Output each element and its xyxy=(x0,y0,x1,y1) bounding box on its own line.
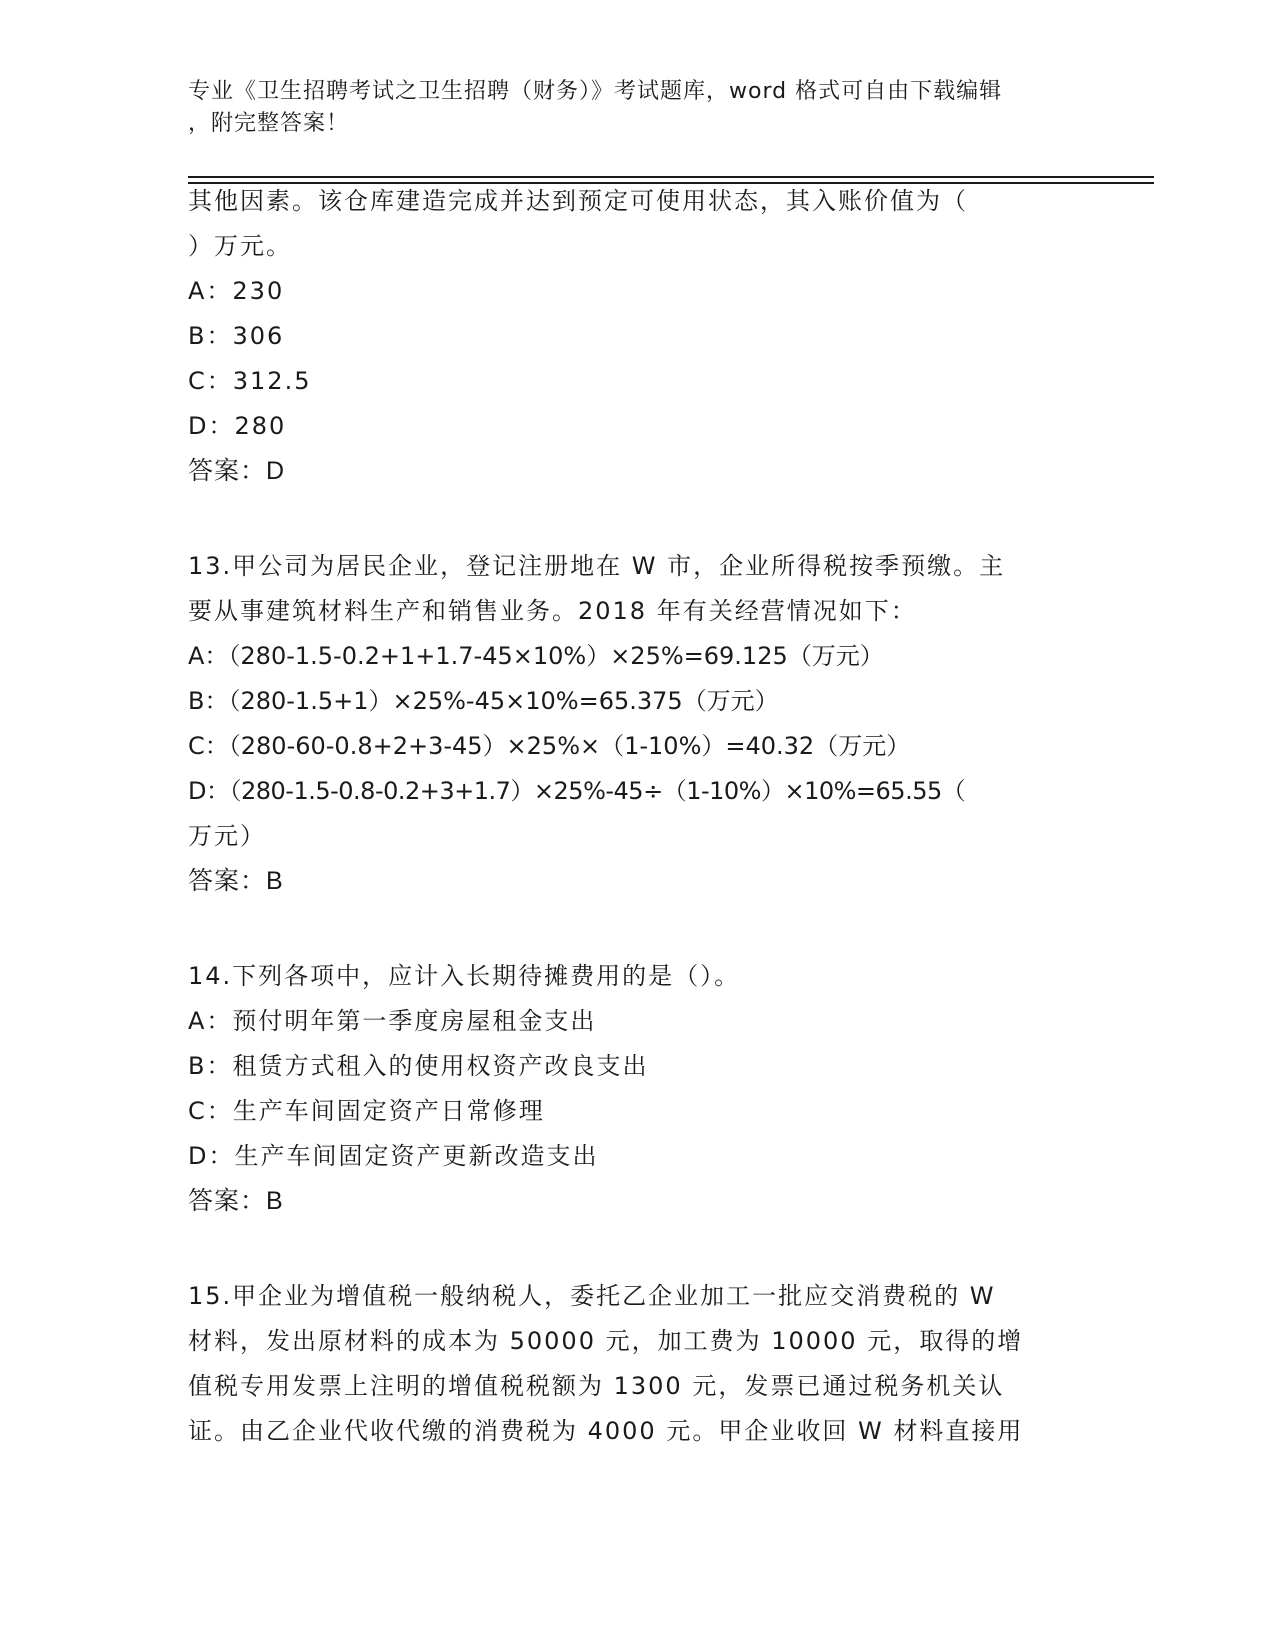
q15-stem-line-1: 15.甲企业为增值税一般纳税人，委托乙企业加工一批应交消费税的 W xyxy=(188,1282,996,1310)
q12-stem-line-2: ）万元。 xyxy=(188,232,292,260)
q14-option-d: D：生产车间固定资产更新改造支出 xyxy=(188,1142,599,1170)
q14-option-a: A：预付明年第一季度房屋租金支出 xyxy=(188,1007,597,1035)
header-divider-bottom xyxy=(188,182,1154,184)
q12-option-a: A：230 xyxy=(188,277,285,305)
q14-answer: 答案：B xyxy=(188,1187,284,1215)
q12-answer: 答案：D xyxy=(188,457,286,485)
q12-option-c: C：312.5 xyxy=(188,367,312,395)
document-header: 专业《卫生招聘考试之卫生招聘（财务）》考试题库，word 格式可自由下载编辑 ，附完整答案！ xyxy=(188,79,1003,136)
q13-option-d: D：（280-1.5-0.8-0.2+3+1.7）×25%-45÷（1-10%）×10%=65.55（ xyxy=(188,777,966,805)
header-divider-top xyxy=(188,176,1154,178)
q13-option-c: C：（280-60-0.8+2+3-45）×25%×（1-10%）=40.32（万元） xyxy=(188,732,911,760)
q15-stem-line-3: 值税专用发票上注明的增值税税额为 1300 元，发票已通过税务机关认 xyxy=(188,1372,1005,1400)
q13-option-b: B：（280-1.5+1）×25%-45×10%=65.375（万元） xyxy=(188,687,779,715)
q12-option-d: D：280 xyxy=(188,412,287,440)
q13-stem-line-2: 要从事建筑材料生产和销售业务。2018 年有关经营情况如下： xyxy=(188,597,917,625)
q14-option-b: B：租赁方式租入的使用权资产改良支出 xyxy=(188,1052,649,1080)
q14-option-c: C：生产车间固定资产日常修理 xyxy=(188,1097,545,1125)
q13-stem-line-1: 13.甲公司为居民企业，登记注册地在 W 市，企业所得税按季预缴。主 xyxy=(188,552,1006,580)
q13-answer: 答案：B xyxy=(188,867,284,895)
q13-option-d-continued: 万元） xyxy=(188,822,266,850)
q14-stem: 14.下列各项中，应计入长期待摊费用的是（）。 xyxy=(188,962,741,990)
q15-stem-line-4: 证。由乙企业代收代缴的消费税为 4000 元。甲企业收回 W 材料直接用 xyxy=(188,1417,1024,1445)
q12-stem-line-1: 其他因素。该仓库建造完成并达到预定可使用状态，其入账价值为（ xyxy=(188,187,968,215)
q15-stem-line-2: 材料，发出原材料的成本为 50000 元，加工费为 10000 元，取得的增 xyxy=(188,1327,1024,1355)
q13-option-a: A：（280-1.5-0.2+1+1.7-45×10%）×25%=69.125（万元） xyxy=(188,642,884,670)
q12-option-b: B：306 xyxy=(188,322,285,350)
